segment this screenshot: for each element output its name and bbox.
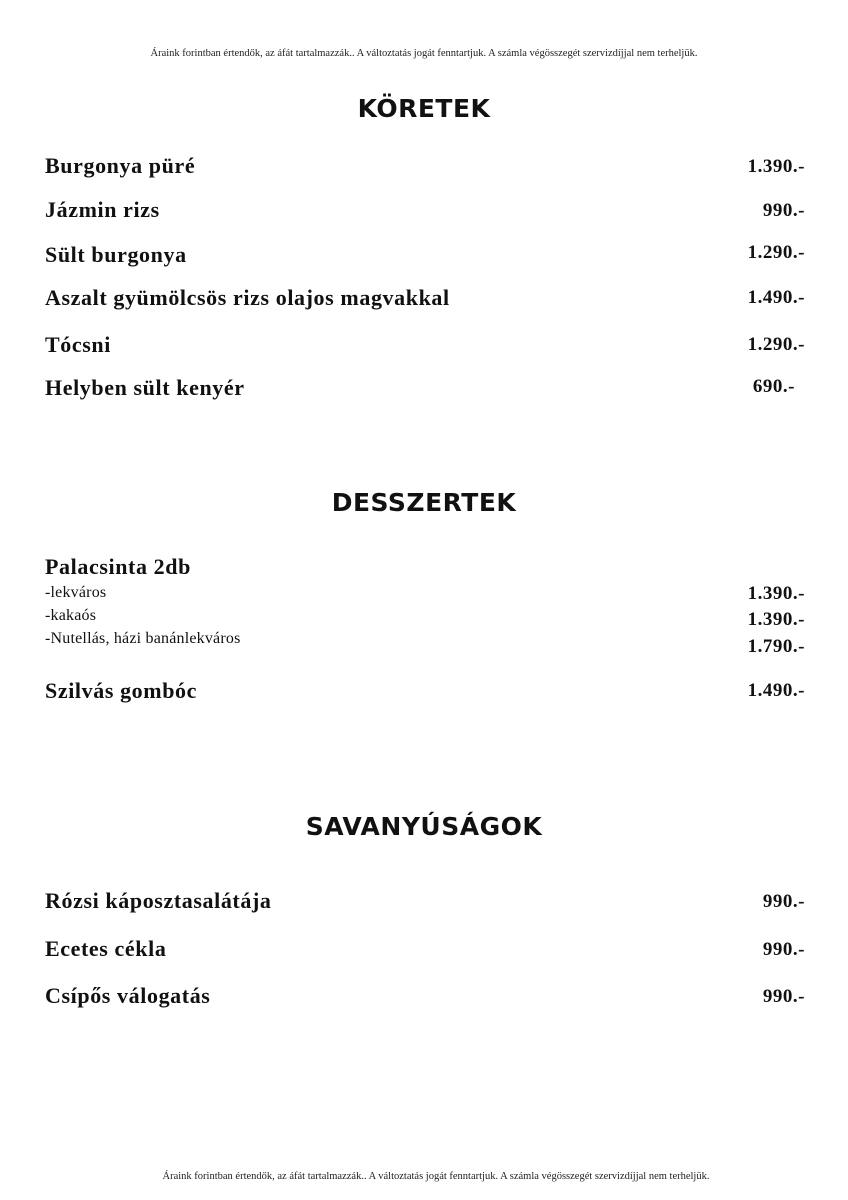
item-price: 1.390.- xyxy=(747,156,805,177)
item-name: Rózsi káposztasalátája xyxy=(45,888,272,913)
item-price: 990.- xyxy=(762,891,805,912)
item-name: Szilvás gombóc xyxy=(45,678,198,703)
item-price: 1.390.- xyxy=(747,609,805,630)
item-name: Helyben sült kenyér xyxy=(45,375,245,400)
menu-item xyxy=(45,983,805,1013)
menu-item xyxy=(45,888,805,918)
item-price: 1.290.- xyxy=(747,242,805,263)
menu-item xyxy=(45,936,805,966)
menu-item xyxy=(45,285,805,315)
item-price: 690.- xyxy=(752,376,795,397)
item-price: 1.390.- xyxy=(747,583,805,604)
section-title-savanyusagok: SAVANYÚSÁGOK xyxy=(305,812,543,841)
menu-item xyxy=(45,153,805,183)
item-price: 990.- xyxy=(762,200,805,221)
item-name: Ecetes cékla xyxy=(45,936,167,961)
item-price: 1.490.- xyxy=(747,680,805,701)
section-title-desszertek: DESSZERTEK xyxy=(331,488,517,517)
item-name: Aszalt gyümölcsös rizs olajos magvakkal xyxy=(45,285,450,310)
section-title-koretek: KÖRETEK xyxy=(357,94,491,123)
item-name: Csípős válogatás xyxy=(45,983,211,1008)
item-price: 1.290.- xyxy=(747,334,805,355)
menu-item xyxy=(45,332,805,362)
menu-item xyxy=(45,554,805,584)
menu-subitem-price-row xyxy=(45,636,805,666)
item-name: Tócsni xyxy=(45,332,111,357)
item-price: 990.- xyxy=(762,939,805,960)
item-name: Jázmin rizs xyxy=(45,197,160,222)
item-price: 1.790.- xyxy=(747,636,805,657)
item-name: -Nutellás, házi banánlekváros xyxy=(45,630,241,647)
item-name: -lekváros xyxy=(45,584,107,601)
item-name: -kakaós xyxy=(45,607,97,624)
item-name: Palacsinta 2db xyxy=(45,554,191,579)
item-name: Sült burgonya xyxy=(45,242,187,267)
menu-item xyxy=(45,197,805,227)
price-notice-top: Áraink forintban értendők, az áfát tartalmazzák.. A változtatás jogát fenntartjuk. A számla végösszegét szervizdíjjal nem terheljük. xyxy=(150,48,698,59)
menu-item xyxy=(45,242,805,272)
menu-item xyxy=(45,375,805,405)
item-price: 990.- xyxy=(762,986,805,1007)
menu-item xyxy=(45,678,805,708)
item-name: Burgonya püré xyxy=(45,153,196,178)
item-price: 1.490.- xyxy=(747,287,805,308)
price-notice-bottom: Áraink forintban értendők, az áfát tartalmazzák.. A változtatás jogát fenntartjuk. A számla végösszegét szervizdíjjal nem terheljük. xyxy=(162,1171,710,1182)
